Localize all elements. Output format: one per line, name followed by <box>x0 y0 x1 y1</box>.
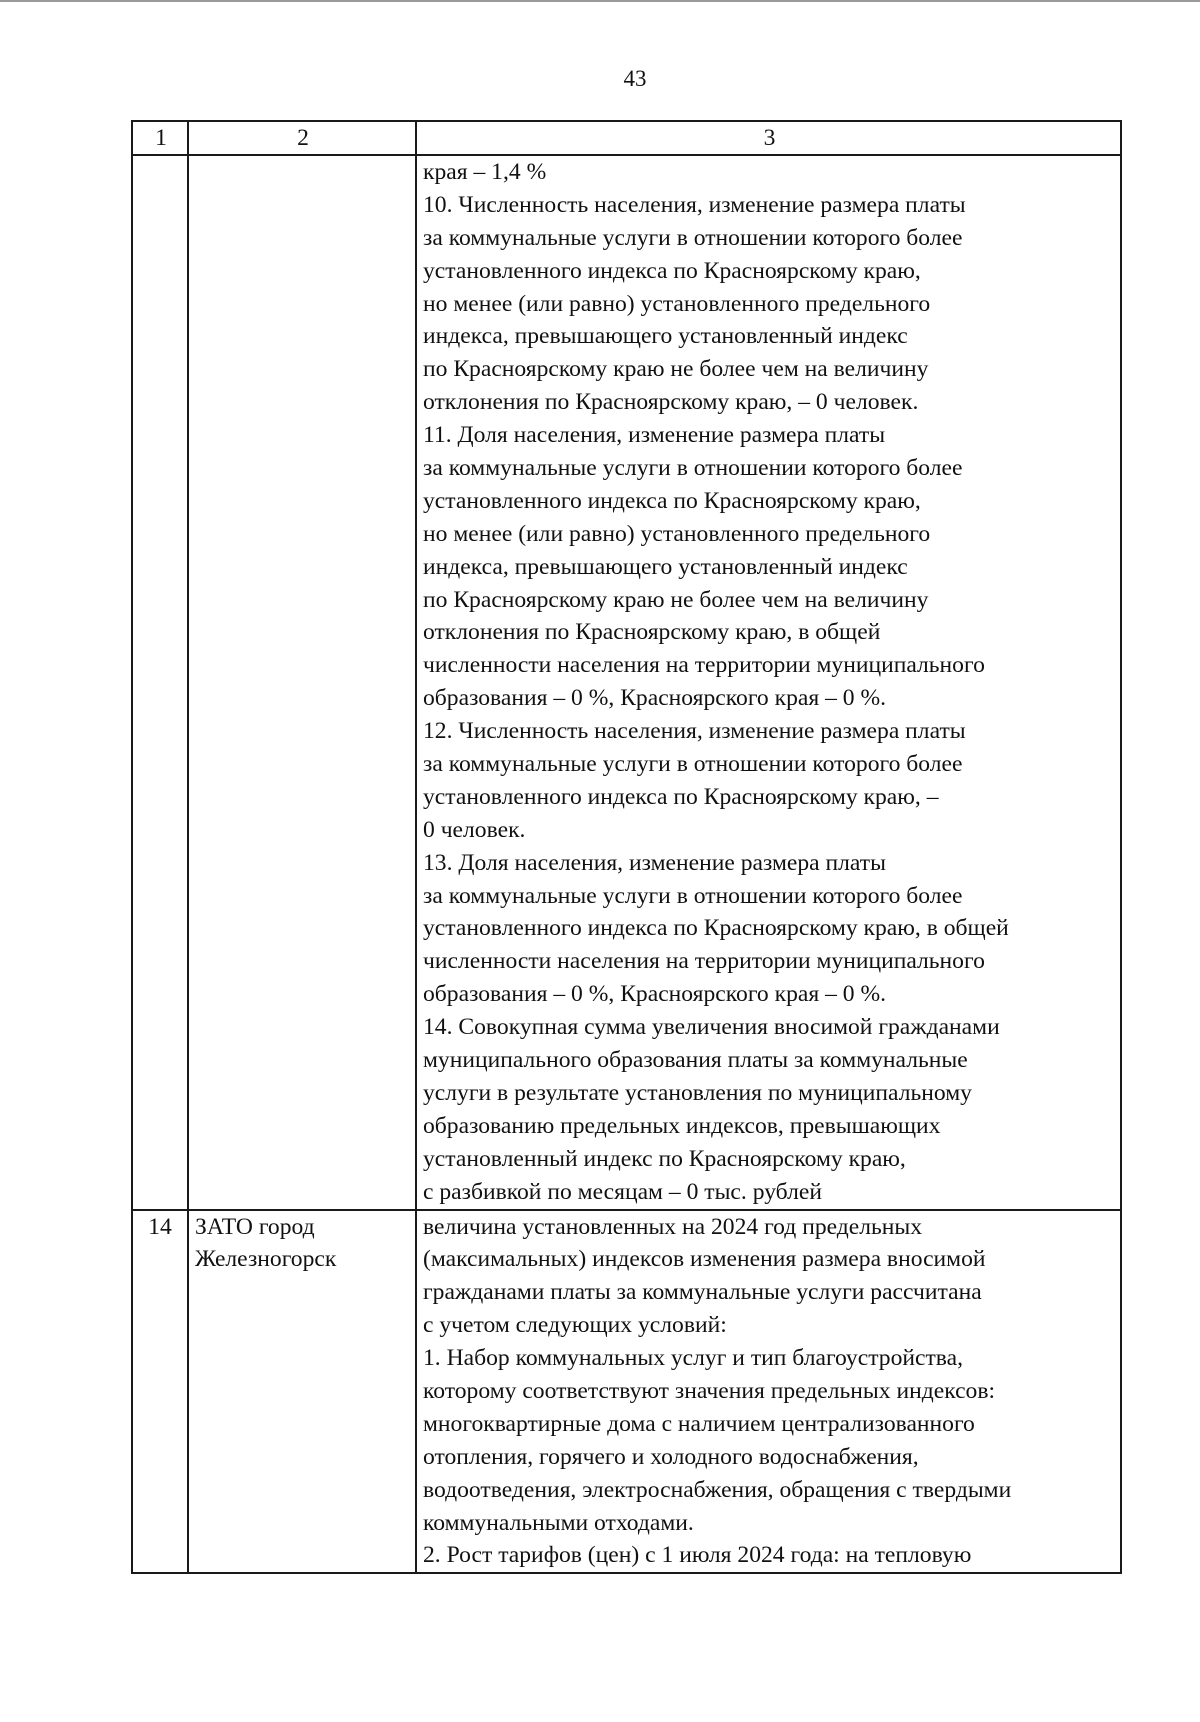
row-number-cell: 14 <box>132 1210 188 1574</box>
text-line: образованию предельных индексов, превышающих <box>423 1112 941 1139</box>
text-line: 2. Рост тарифов (цен) с 1 июля 2024 года: на тепловую <box>423 1542 972 1569</box>
text-line: 11. Доля населения, изменение размера платы <box>423 422 886 449</box>
table-header-row <box>132 121 1121 155</box>
text-line: численности населения на территории муниципального <box>423 652 985 679</box>
page-number: 43 <box>623 66 647 91</box>
text-line: края – 1,4 % <box>423 159 547 185</box>
municipality-cell <box>188 155 416 1210</box>
text-line: отопления, горячего и холодного водоснабжения, <box>423 1443 919 1470</box>
text-line: Железногорск <box>195 1246 337 1273</box>
text-line: водоотведения, электроснабжения, обращения с твердыми <box>423 1476 1012 1503</box>
text-line: за коммунальные услуги в отношении которого более <box>423 882 963 909</box>
text-line: с разбивкой по месяцам – 0 тыс. рублей <box>423 1178 822 1205</box>
text-line: установленный индекс по Красноярскому краю, <box>423 1145 906 1172</box>
text-line: коммунальными отходами. <box>423 1509 694 1536</box>
table-row-continuation <box>132 155 1121 1210</box>
text-line: индекса, превышающего установленный индекс <box>423 553 908 580</box>
text-line: услуги в результате установления по муниципальному <box>423 1079 972 1106</box>
text-line: установленного индекса по Красноярскому краю, – <box>423 783 939 810</box>
text-line: образования – 0 %, Красноярского края – 0 %. <box>423 981 887 1008</box>
text-line: за коммунальные услуги в отношении которого более <box>423 224 963 251</box>
column-header-3: 3 <box>416 121 1121 155</box>
document-table <box>131 120 1122 1574</box>
text-line: установленного индекса по Красноярскому краю, <box>423 487 921 514</box>
description-cell <box>416 155 1121 1210</box>
text-line: 10. Численность населения, изменение размера платы <box>423 191 966 218</box>
text-line: (максимальных) индексов изменения размера вносимой <box>423 1246 986 1273</box>
text-line: по Красноярскому краю не более чем на величину <box>423 356 929 383</box>
text-line: численности населения на территории муниципального <box>423 948 985 975</box>
text-line: которому соответствуют значения предельных индексов: <box>423 1377 996 1404</box>
municipality-cell <box>188 1210 416 1574</box>
text-line: 0 человек. <box>423 816 526 843</box>
text-line: но менее (или равно) установленного предельного <box>423 290 931 317</box>
text-line: установленного индекса по Красноярскому краю, <box>423 257 921 284</box>
row-number-cell <box>132 155 188 1210</box>
text-line: за коммунальные услуги в отношении которого более <box>423 455 963 482</box>
text-line: муниципального образования платы за коммунальные <box>423 1047 968 1074</box>
table-row-zato-zheleznogorsk <box>132 1210 1121 1574</box>
text-line: ЗАТО город <box>195 1213 315 1240</box>
text-line: отклонения по Красноярскому краю, в общей <box>423 619 881 646</box>
text-line: установленного индекса по Красноярскому краю, в общей <box>423 915 1009 942</box>
text-line: образования – 0 %, Красноярского края – 0 %. <box>423 685 887 712</box>
text-line: за коммунальные услуги в отношении которого более <box>423 751 963 778</box>
text-line: с учетом следующих условий: <box>423 1312 727 1339</box>
text-line: но менее (или равно) установленного предельного <box>423 520 931 547</box>
text-line: 14. Совокупная сумма увеличения вносимой гражданами <box>423 1014 1000 1041</box>
text-line: величина установленных на 2024 год предельных <box>423 1213 923 1240</box>
column-header-1: 1 <box>132 121 188 155</box>
description-cell <box>416 1210 1121 1574</box>
text-line: по Красноярскому краю не более чем на величину <box>423 586 929 613</box>
text-line: 13. Доля населения, изменение размера платы <box>423 849 886 876</box>
text-line: 12. Численность населения, изменение размера платы <box>423 718 966 745</box>
text-line: 1. Набор коммунальных услуг и тип благоустройства, <box>423 1345 964 1372</box>
text-line: индекса, превышающего установленный индекс <box>423 323 908 350</box>
text-line: отклонения по Красноярскому краю, – 0 человек. <box>423 389 919 416</box>
page-top-rule <box>0 0 1200 2</box>
column-header-2: 2 <box>188 121 416 155</box>
text-line: многоквартирные дома с наличием централизованного <box>423 1410 975 1437</box>
text-line: гражданами платы за коммунальные услуги рассчитана <box>423 1279 982 1306</box>
